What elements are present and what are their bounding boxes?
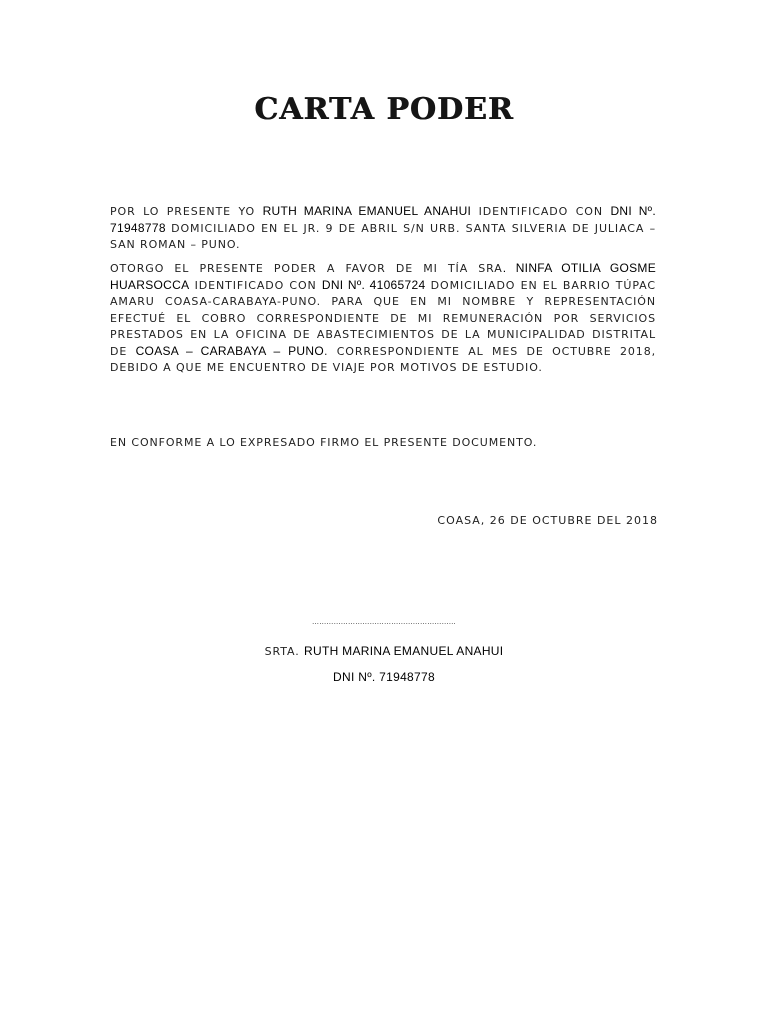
paragraph-text: IDENTIFICADO CON bbox=[471, 205, 611, 218]
paragraph-text: POR LO PRESENTE YO bbox=[110, 205, 263, 218]
grantor-name: RUTH MARINA EMANUEL ANAHUI bbox=[262, 204, 472, 218]
signature-dni: DNI Nº. 71948778 bbox=[333, 670, 435, 684]
paragraph-text: IDENTIFICADO CON bbox=[189, 279, 322, 293]
signature-name: RUTH MARINA EMANUEL ANAHUI bbox=[304, 644, 504, 658]
paragraph-grantee bbox=[110, 260, 656, 376]
grantee-dni: DNI Nº. 41065724 bbox=[321, 278, 426, 293]
signature-prefix: SRTA. bbox=[264, 645, 305, 658]
grantee-name: . NINFA OTILIA GOSME HUARSOCCA bbox=[110, 261, 656, 293]
paragraph-grantor bbox=[110, 203, 656, 254]
place-name: COASA – CARABAYA – PUNO bbox=[135, 344, 324, 359]
signature-line: …………………………………………………… bbox=[312, 618, 456, 626]
paragraph-text: DOMICILIADO EN EL BARRIO TÚPAC AMARU COASA-CARABAYA-PUNO. PARA QUE EN MI NOMBRE Y REPRESENTACIÓN EFECTUÉ EL COBRO CORRESPONDIENTE DE MI REMUNERACIÓN POR SERVICIOS PRESTADOS EN LA OFICINA DE ABASTECIMIENTOS DE LA MUNICIPALIDAD DISTRITAL DE bbox=[110, 279, 656, 359]
grantor-dni: DNI Nº. 71948778 bbox=[110, 204, 656, 236]
paragraph-text: . CORRESPONDIENTE AL MES DE OCTUBRE 2018, DEBIDO A QUE ME ENCUENTRO DE VIAJE POR MOTIVOS DE ESTUDIO. bbox=[110, 345, 656, 375]
paragraph-text: OTORGO EL PRESENTE PODER A FAVOR DE MI TÍA SRA bbox=[110, 262, 503, 275]
document-title: CARTA PODER bbox=[254, 92, 514, 127]
date-line: COASA, 26 DE OCTUBRE DEL 2018 bbox=[437, 514, 658, 527]
signature-name-line bbox=[0, 644, 768, 658]
paragraph-text: DOMICILIADO EN EL JR. 9 DE ABRIL S/N URB. SANTA SILVERIA DE JULIACA – SAN ROMAN – PUNO. bbox=[110, 222, 656, 252]
signature-dni-line bbox=[0, 670, 768, 684]
paragraph-conformity: EN CONFORME A LO EXPRESADO FIRMO EL PRESENTE DOCUMENTO. bbox=[110, 436, 538, 449]
